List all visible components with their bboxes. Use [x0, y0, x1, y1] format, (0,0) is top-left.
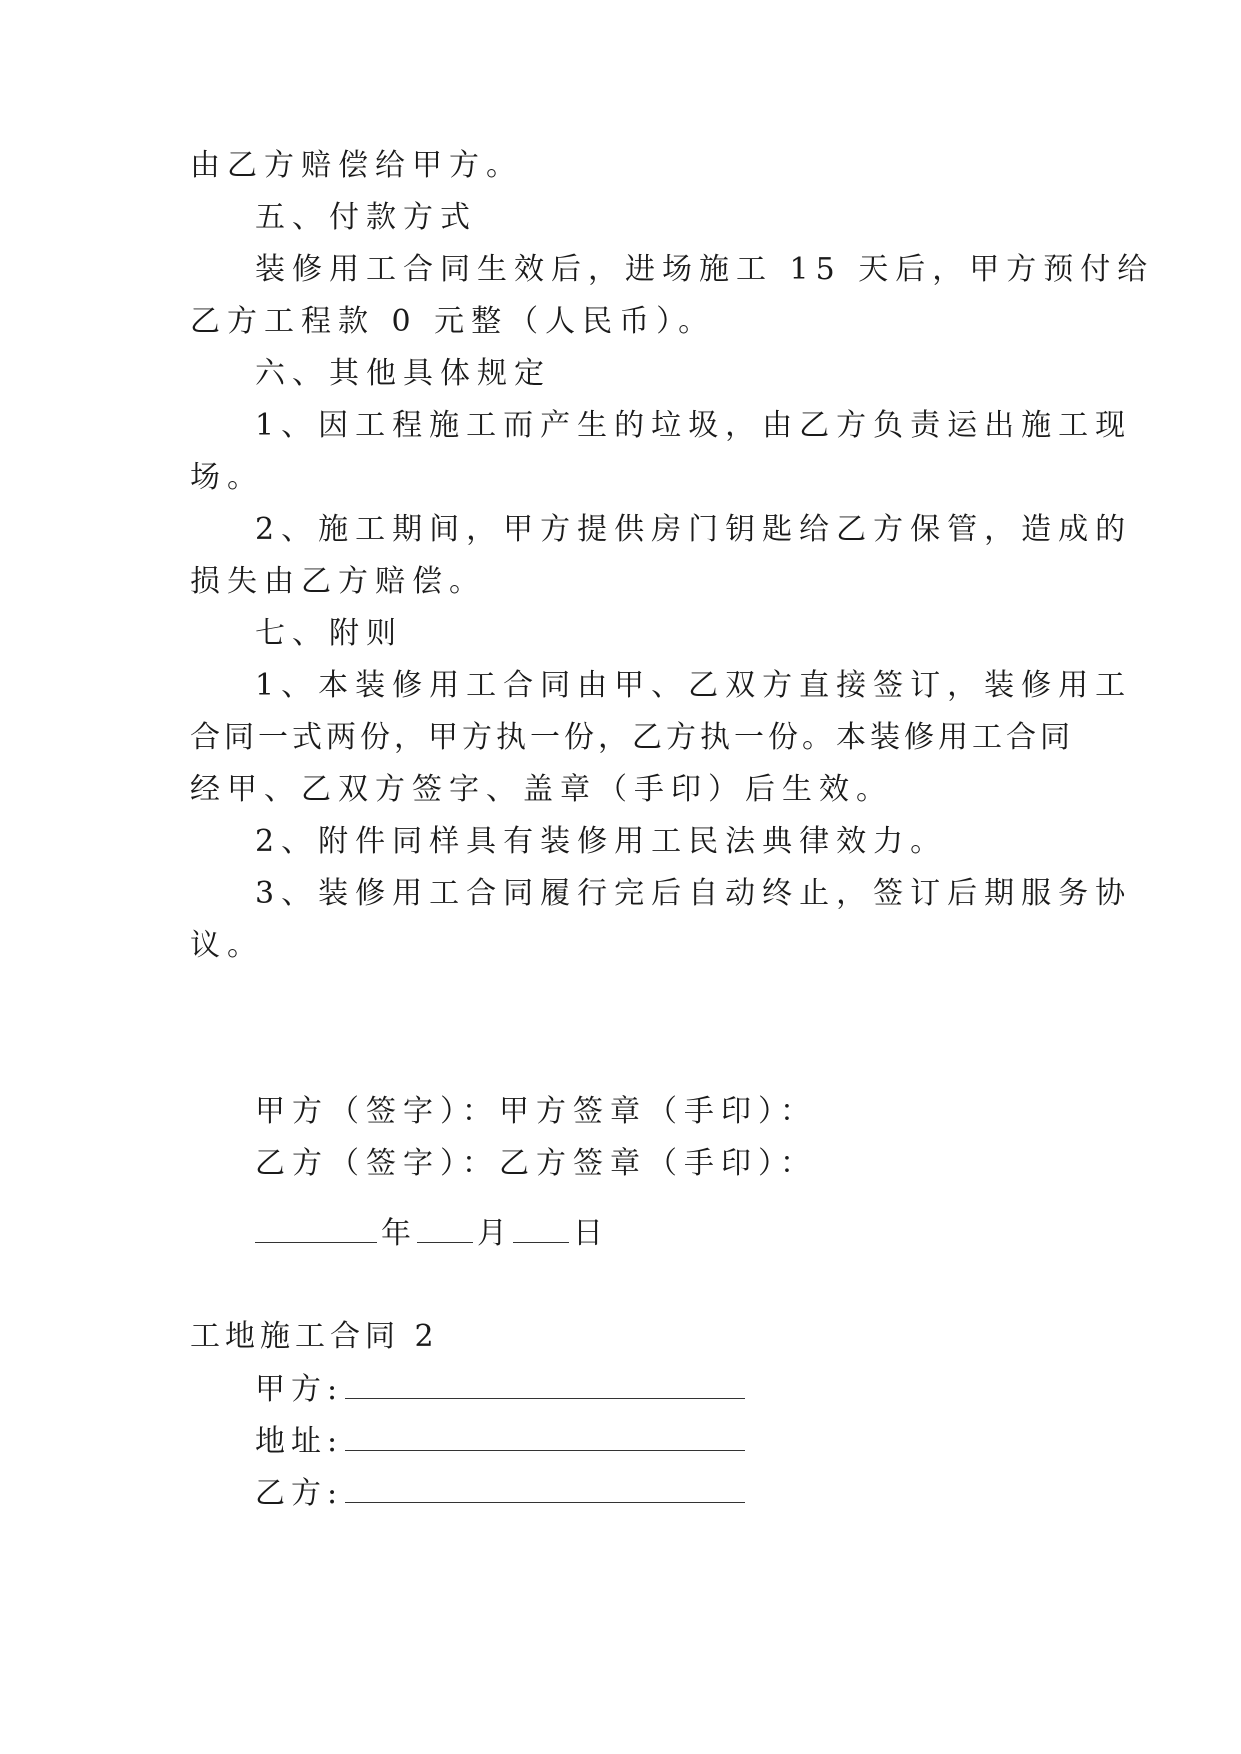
- text-line: 2、施工期间，甲方提供房门钥匙给乙方保管，造成的: [255, 512, 1133, 547]
- field-party-b-blank[interactable]: [345, 1474, 745, 1503]
- field-address-blank[interactable]: [345, 1422, 745, 1451]
- field-label: 地址:: [255, 1424, 344, 1459]
- second-contract-title: 工地施工合同 2: [190, 1319, 439, 1354]
- field-party-b: [255, 1474, 745, 1514]
- text-line: 合同一式两份，甲方执一份，乙方执一份。本装修用工合同: [190, 720, 1074, 755]
- month-blank[interactable]: [417, 1216, 473, 1243]
- day-blank[interactable]: [513, 1216, 569, 1243]
- text-line: 乙方工程款 0 元整（人民币）。: [190, 304, 716, 339]
- signature-line-party-a: 甲方（签字）：甲方签章（手印）：: [255, 1094, 817, 1129]
- text-line: 经甲、乙双方签字、盖章（手印）后生效。: [190, 772, 893, 807]
- text-line: 2、附件同样具有装修用工民法典律效力。: [255, 824, 948, 859]
- section-heading: 六、其他具体规定: [255, 356, 551, 391]
- text-line: 装修用工合同生效后，进场施工 15 天后，甲方预付给: [255, 252, 1155, 287]
- text-line: 议。: [190, 928, 264, 963]
- text-line: 1、本装修用工合同由甲、乙双方直接签订，装修用工: [255, 668, 1133, 703]
- signature-line-party-b: 乙方（签字）：乙方签章（手印）：: [255, 1146, 817, 1181]
- section-heading: 七、附则: [255, 616, 403, 651]
- field-party-a: [255, 1370, 745, 1410]
- text-line: 场。: [190, 460, 264, 495]
- text-line: 由乙方赔偿给甲方。: [190, 148, 523, 183]
- field-label: 甲方:: [255, 1372, 344, 1407]
- day-label: 日: [573, 1216, 609, 1251]
- section-heading: 五、付款方式: [255, 200, 477, 235]
- year-label: 年: [381, 1216, 417, 1251]
- field-address: [255, 1422, 745, 1462]
- field-party-a-blank[interactable]: [345, 1370, 745, 1399]
- field-label: 乙方:: [255, 1476, 344, 1511]
- year-blank[interactable]: [255, 1216, 377, 1243]
- text-line: 1、因工程施工而产生的垃圾，由乙方负责运出施工现: [255, 408, 1133, 443]
- month-label: 月: [477, 1216, 513, 1251]
- text-line: 3、装修用工合同履行完后自动终止，签订后期服务协: [255, 876, 1133, 911]
- date-line: [255, 1214, 609, 1254]
- text-line: 损失由乙方赔偿。: [190, 564, 486, 599]
